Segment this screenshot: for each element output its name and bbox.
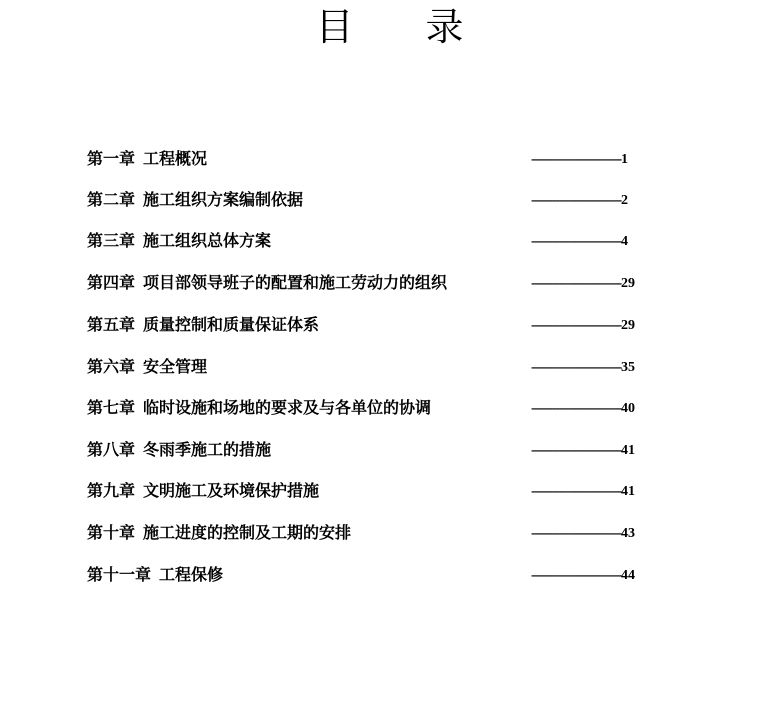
toc-chapter-title: 施工组织方案编制依据 [143, 190, 304, 209]
page-title [0, 4, 779, 50]
toc-chapter-number: 第十章 [87, 523, 136, 542]
toc-page-number: 1 [621, 152, 629, 167]
toc-chapter-title: 安全管理 [143, 357, 208, 376]
toc-leader-dots: -------------------------- [531, 526, 622, 541]
toc-entry-label [87, 397, 431, 419]
toc-chapter-number: 第十一章 [87, 565, 152, 584]
toc-entry[interactable] [0, 397, 779, 421]
toc-chapter-title: 冬雨季施工的措施 [143, 440, 272, 459]
toc-leader-dots: -------------------------- [531, 276, 622, 291]
toc-chapter-number: 第三章 [87, 231, 136, 250]
toc-page-ref [531, 399, 635, 419]
toc-entry[interactable] [0, 356, 779, 380]
toc-entry[interactable] [0, 480, 779, 504]
toc-leader-dots: -------------------------- [531, 234, 622, 249]
toc-page-ref [531, 441, 635, 461]
toc-entry-label [87, 356, 207, 378]
toc-page-ref [531, 150, 628, 170]
toc-entry-label [87, 314, 319, 336]
toc-leader-dots: -------------------------- [531, 484, 622, 499]
toc-entry-label [87, 564, 223, 586]
toc-leader-dots: -------------------------- [531, 152, 622, 167]
title-char-1: 目 [315, 5, 354, 49]
toc-leader-dots: -------------------------- [531, 193, 622, 208]
toc-page-ref [531, 191, 628, 211]
toc-page-ref [531, 232, 628, 252]
toc-leader-dots: -------------------------- [531, 568, 622, 583]
toc-entry-label [87, 480, 319, 502]
toc-entry[interactable] [0, 314, 779, 338]
toc-chapter-title: 临时设施和场地的要求及与各单位的协调 [143, 398, 432, 417]
toc-page-number: 29 [621, 276, 636, 291]
toc-page-number: 29 [621, 318, 636, 333]
toc-chapter-title: 工程概况 [143, 149, 208, 168]
toc-entry-label [87, 439, 271, 461]
toc-chapter-title: 施工组织总体方案 [143, 231, 272, 250]
toc-page-number: 4 [621, 234, 629, 249]
toc-page-ref [531, 482, 635, 502]
toc-chapter-number: 第九章 [87, 481, 136, 500]
toc-page-number: 41 [621, 443, 636, 458]
toc-entry[interactable] [0, 439, 779, 463]
toc-chapter-number: 第一章 [87, 149, 136, 168]
toc-page-number: 35 [621, 360, 636, 375]
toc-entry-label [87, 522, 351, 544]
toc-chapter-number: 第五章 [87, 315, 136, 334]
toc-entry-label [87, 272, 447, 294]
toc-entry[interactable] [0, 272, 779, 296]
toc-page-number: 43 [621, 526, 636, 541]
toc-chapter-title: 工程保修 [159, 565, 224, 584]
toc-chapter-number: 第八章 [87, 440, 136, 459]
toc-chapter-title: 文明施工及环境保护措施 [143, 481, 320, 500]
toc-page-ref [531, 524, 635, 544]
toc-leader-dots: -------------------------- [531, 443, 622, 458]
toc-page-number: 40 [621, 401, 636, 416]
toc-page-ref [531, 316, 635, 336]
toc-chapter-number: 第七章 [87, 398, 136, 417]
toc-chapter-title: 质量控制和质量保证体系 [143, 315, 320, 334]
toc-page-ref [531, 566, 635, 586]
toc-chapter-number: 第二章 [87, 190, 136, 209]
toc-entry-label [87, 148, 207, 170]
toc-page-number: 2 [621, 193, 629, 208]
toc-entry-label [87, 189, 303, 211]
toc-entry[interactable] [0, 564, 779, 588]
toc-chapter-number: 第六章 [87, 357, 136, 376]
toc-chapter-number: 第四章 [87, 273, 136, 292]
toc-chapter-title: 项目部领导班子的配置和施工劳动力的组织 [143, 273, 448, 292]
toc-chapter-title: 施工进度的控制及工期的安排 [143, 523, 352, 542]
toc-entry[interactable] [0, 148, 779, 172]
toc-page-ref [531, 358, 635, 378]
toc-entry[interactable] [0, 230, 779, 254]
toc-leader-dots: -------------------------- [531, 401, 622, 416]
title-char-2: 录 [425, 5, 464, 49]
toc-page-number: 41 [621, 484, 636, 499]
toc-page-ref [531, 274, 635, 294]
toc-leader-dots: -------------------------- [531, 318, 622, 333]
toc-entry[interactable] [0, 522, 779, 546]
toc-page-number: 44 [621, 568, 636, 583]
toc-entry[interactable] [0, 189, 779, 213]
toc-entry-label [87, 230, 271, 252]
toc-leader-dots: -------------------------- [531, 360, 622, 375]
